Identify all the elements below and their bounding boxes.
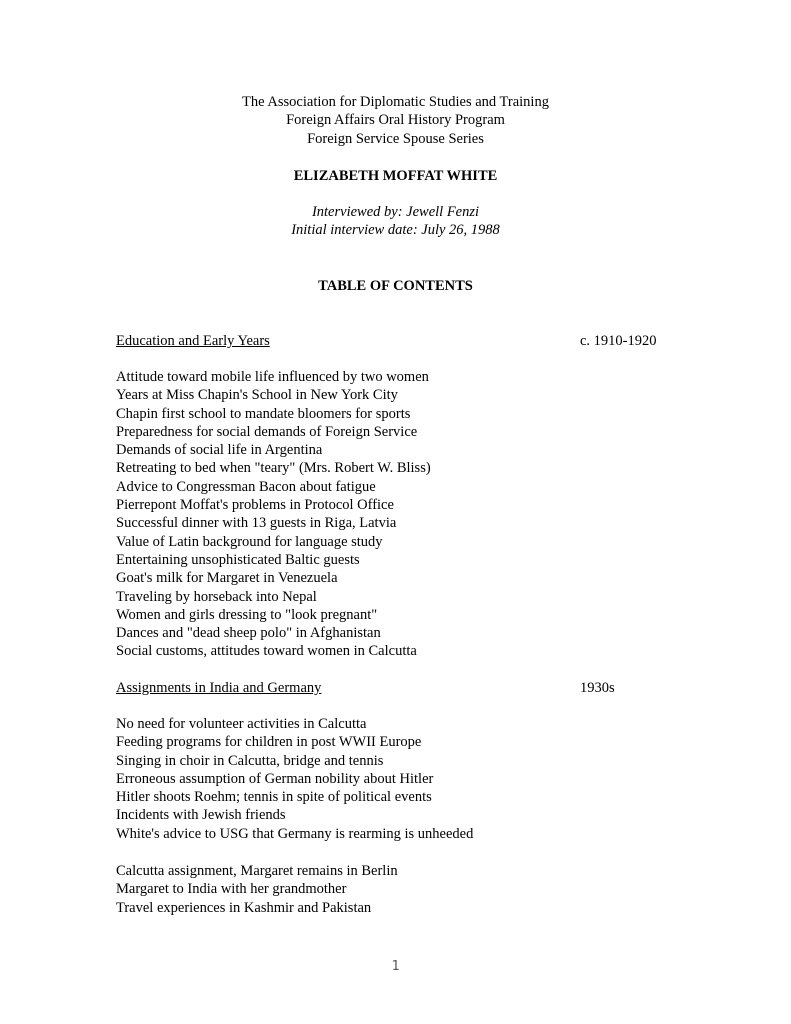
program-name: Foreign Affairs Oral History Program — [286, 112, 505, 129]
list-item: Preparedness for social demands of Foreign Service — [116, 423, 418, 440]
organization-name: The Association for Diplomatic Studies and Training — [242, 94, 549, 110]
list-item: White's advice to USG that Germany is rearming is unheeded — [116, 825, 474, 842]
list-item: Women and girls dressing to "look pregnant" — [116, 606, 378, 623]
list-item: Entertaining unsophisticated Baltic guests — [116, 551, 360, 568]
list-item: Singing in choir in Calcutta, bridge and tennis — [116, 752, 384, 769]
section-list-education — [116, 368, 431, 661]
interviewee-name: ELIZABETH MOFFAT WHITE — [293, 168, 498, 184]
list-item: Feeding programs for children in post WWII Europe — [116, 734, 422, 751]
interview-info — [0, 203, 791, 240]
list-item: Dances and "dead sheep polo" in Afghanistan — [116, 625, 381, 642]
section-list-india-germany — [116, 715, 473, 843]
section-period-education: c. 1910-1920 — [580, 333, 657, 349]
section-heading-education: Education and Early Years — [116, 333, 270, 349]
section-period-india-germany: 1930s — [580, 680, 615, 696]
series-name: Foreign Service Spouse Series — [307, 130, 484, 147]
document-header — [0, 93, 791, 148]
list-item: Hitler shoots Roehm; tennis in spite of political events — [116, 789, 432, 806]
list-item: Demands of social life in Argentina — [116, 442, 323, 459]
list-item: Pierrepont Moffat's problems in Protocol Office — [116, 497, 394, 514]
list-item: Erroneous assumption of German nobility about Hitler — [116, 770, 434, 787]
list-item: Retreating to bed when "teary" (Mrs. Robert W. Bliss) — [116, 460, 431, 477]
list-item: Goat's milk for Margaret in Venezuela — [116, 570, 338, 587]
list-item: Successful dinner with 13 guests in Riga, Latvia — [116, 515, 397, 532]
list-item: Attitude toward mobile life influenced by two women — [116, 369, 429, 385]
list-item: Social customs, attitudes toward women in Calcutta — [116, 643, 417, 660]
list-item: Incidents with Jewish friends — [116, 807, 286, 824]
section-heading-india-germany: Assignments in India and Germany — [116, 680, 322, 696]
list-item: Margaret to India with her grandmother — [116, 881, 347, 898]
list-item: Travel experiences in Kashmir and Pakistan — [116, 899, 372, 916]
interviewer: Interviewed by: Jewell Fenzi — [311, 204, 480, 220]
list-item: Chapin first school to mandate bloomers for sports — [116, 405, 411, 422]
list-item: No need for volunteer activities in Calcutta — [116, 716, 367, 732]
list-item: Value of Latin background for language study — [116, 533, 383, 550]
list-item: Advice to Congressman Bacon about fatigue — [116, 478, 376, 495]
list-item: Years at Miss Chapin's School in New York City — [116, 387, 398, 404]
list-item: Traveling by horseback into Nepal — [116, 588, 317, 605]
list-item: Calcutta assignment, Margaret remains in Berlin — [116, 863, 398, 879]
toc-title: TABLE OF CONTENTS — [318, 278, 473, 294]
interview-date: Initial interview date: July 26, 1988 — [291, 222, 500, 239]
section-list-india-germany-continued — [116, 862, 398, 917]
page-number: 1 — [391, 959, 400, 974]
